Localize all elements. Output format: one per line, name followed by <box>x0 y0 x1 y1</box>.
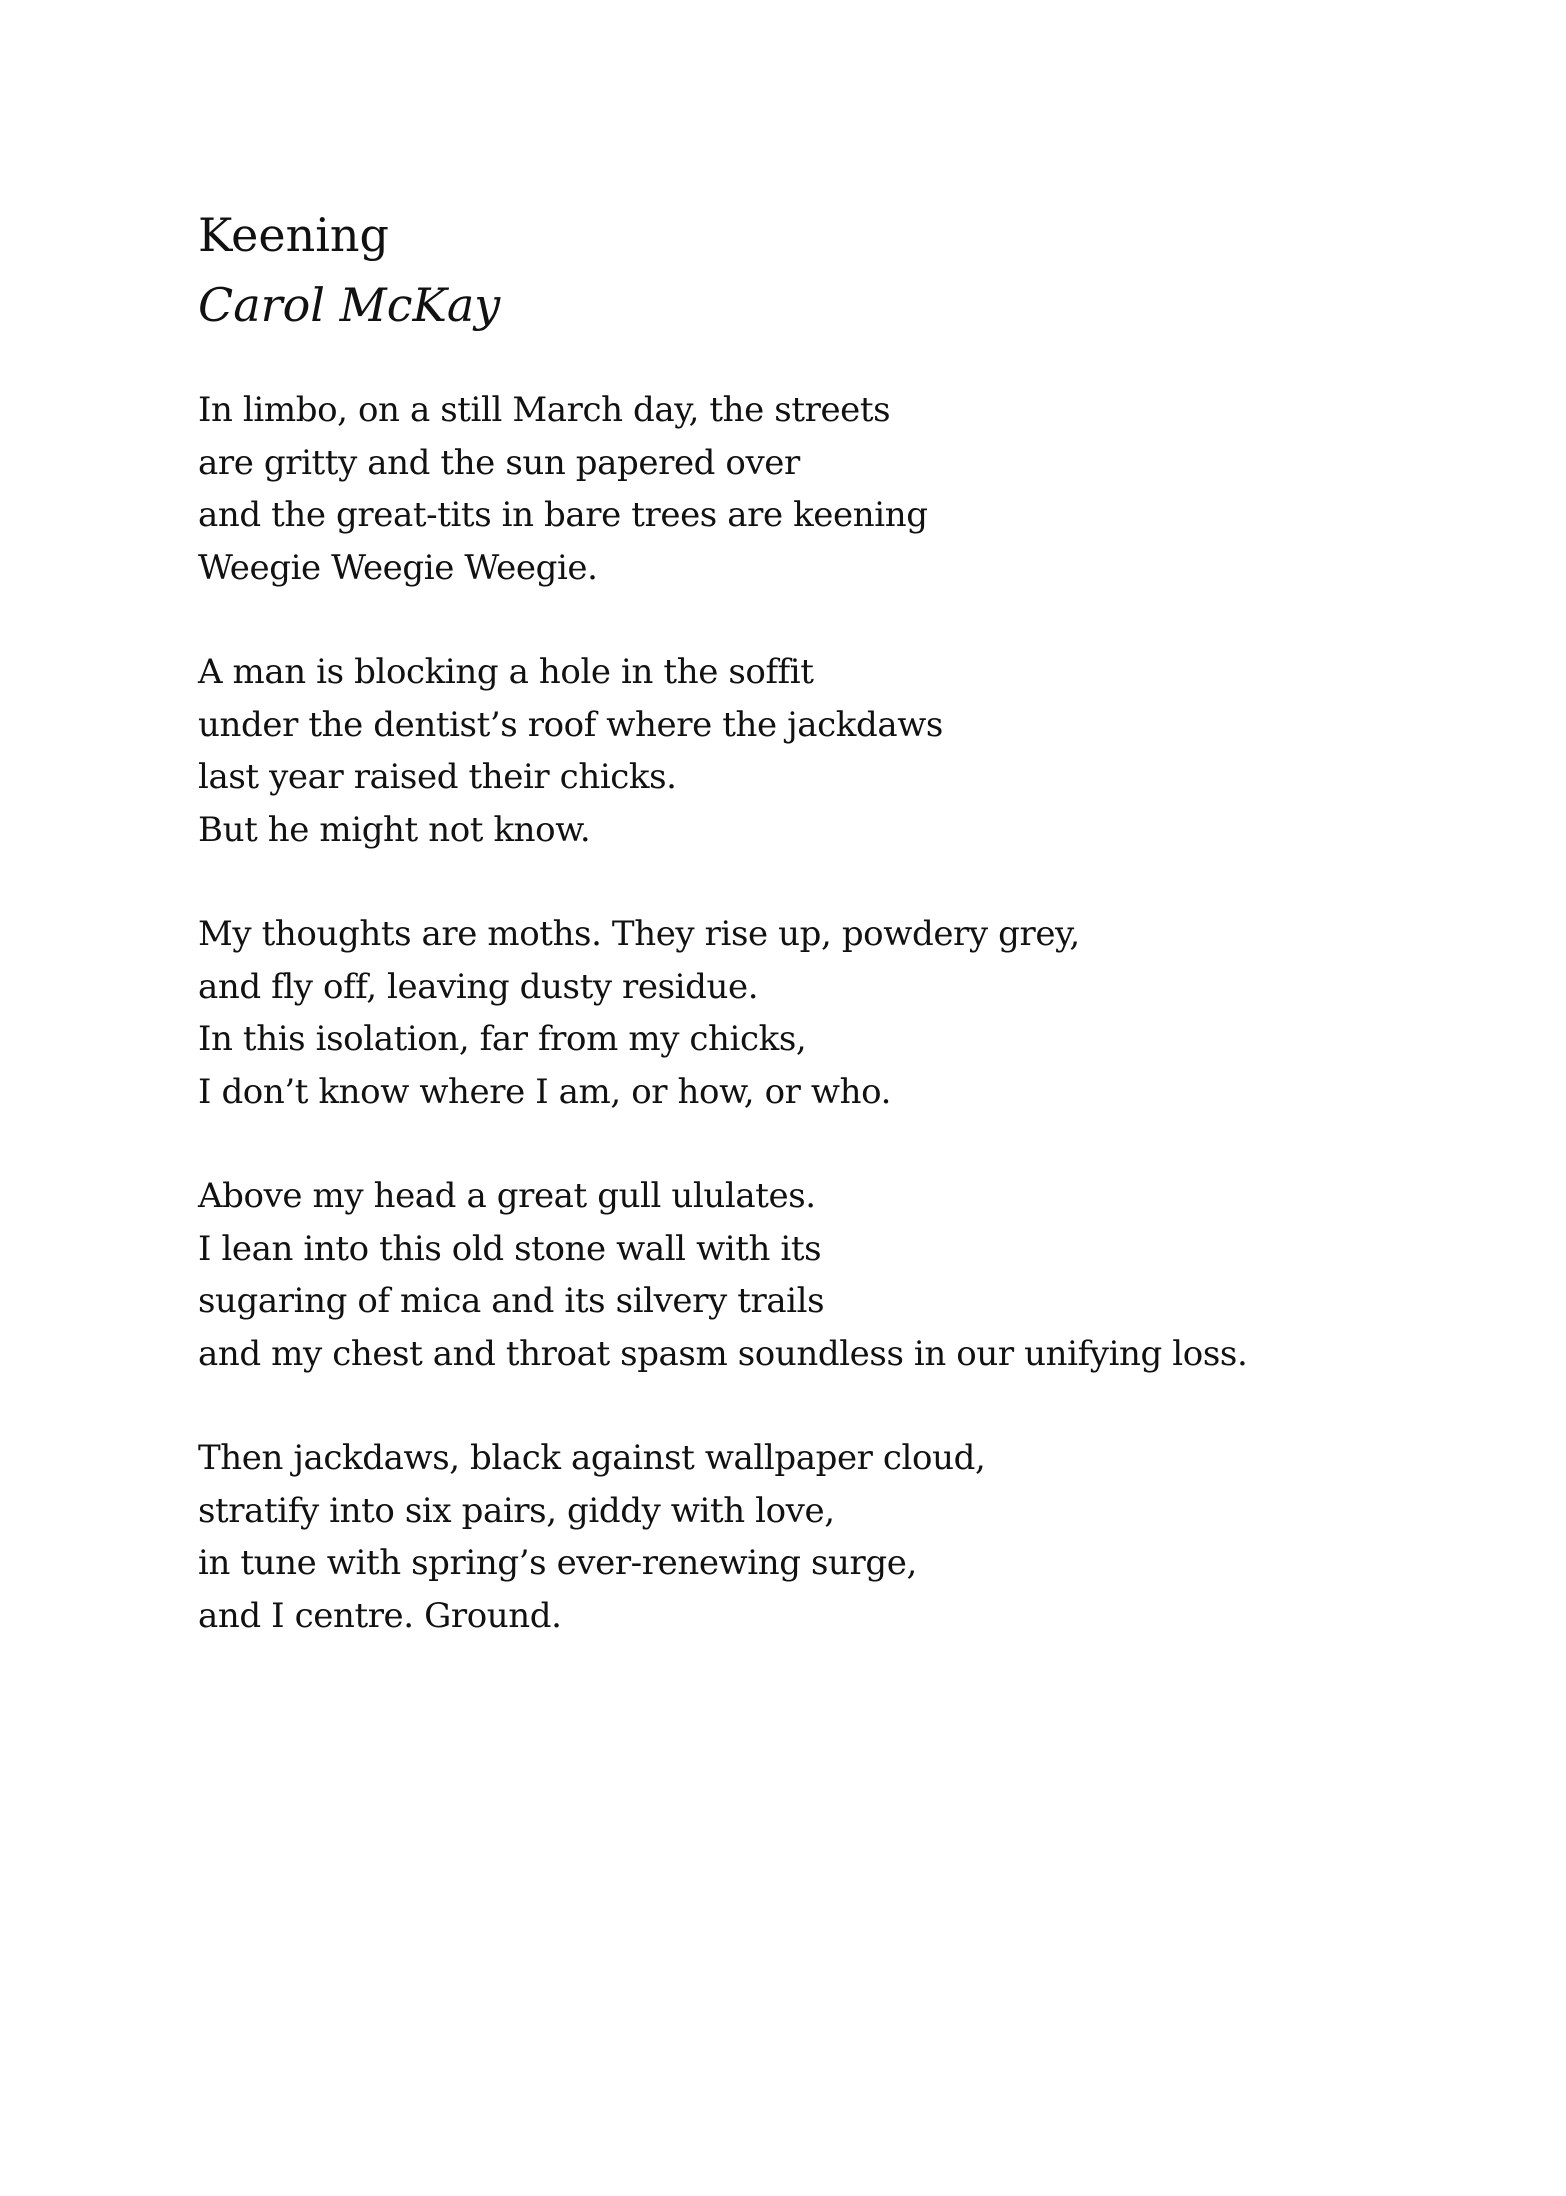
poem-line: and the great-tits in bare trees are keening <box>198 495 928 535</box>
stanza-4 <box>198 1170 1398 1380</box>
poem-line: In this isolation, far from my chicks, <box>198 1019 807 1059</box>
poem-line: and fly off, leaving dusty residue. <box>198 966 759 1007</box>
poem-line: I don’t know where I am, or how, or who. <box>198 1071 891 1112</box>
poem-title: Keening <box>198 208 389 262</box>
poem-line: Above my head a great gull ululates. <box>198 1176 816 1216</box>
stanza-1 <box>198 384 1398 594</box>
stanza-2 <box>198 646 1398 856</box>
poem-line: under the dentist’s roof where the jackdaws <box>198 704 943 745</box>
poem-line: sugaring of mica and its silvery trails <box>198 1281 825 1321</box>
poem-line: In limbo, on a still March day, the streets <box>198 390 891 430</box>
poem-header <box>198 200 500 340</box>
poem-line: My thoughts are moths. They rise up, powdery grey, <box>198 914 1080 954</box>
poem-line: and I centre. Ground. <box>198 1595 562 1636</box>
poem-line: are gritty and the sun papered over <box>198 442 800 483</box>
poem-line: Weegie Weegie Weegie. <box>198 547 598 588</box>
stanza-3 <box>198 908 1398 1118</box>
poem-line: I lean into this old stone wall with its <box>198 1228 822 1269</box>
poem-line: in tune with spring’s ever-renewing surge, <box>198 1543 917 1583</box>
poem-line: stratify into six pairs, giddy with love, <box>198 1490 835 1531</box>
stanza-5 <box>198 1432 1398 1642</box>
poem-line: Then jackdaws, black against wallpaper cloud, <box>198 1438 986 1478</box>
poem-line: and my chest and throat spasm soundless in our unifying loss. <box>198 1333 1248 1374</box>
poem-body <box>198 384 1398 1694</box>
poem-line: A man is blocking a hole in the soffit <box>198 652 814 692</box>
poem-line: But he might not know. <box>198 809 591 850</box>
poem-line: last year raised their chicks. <box>198 757 677 797</box>
poem-author: Carol McKay <box>198 278 501 332</box>
